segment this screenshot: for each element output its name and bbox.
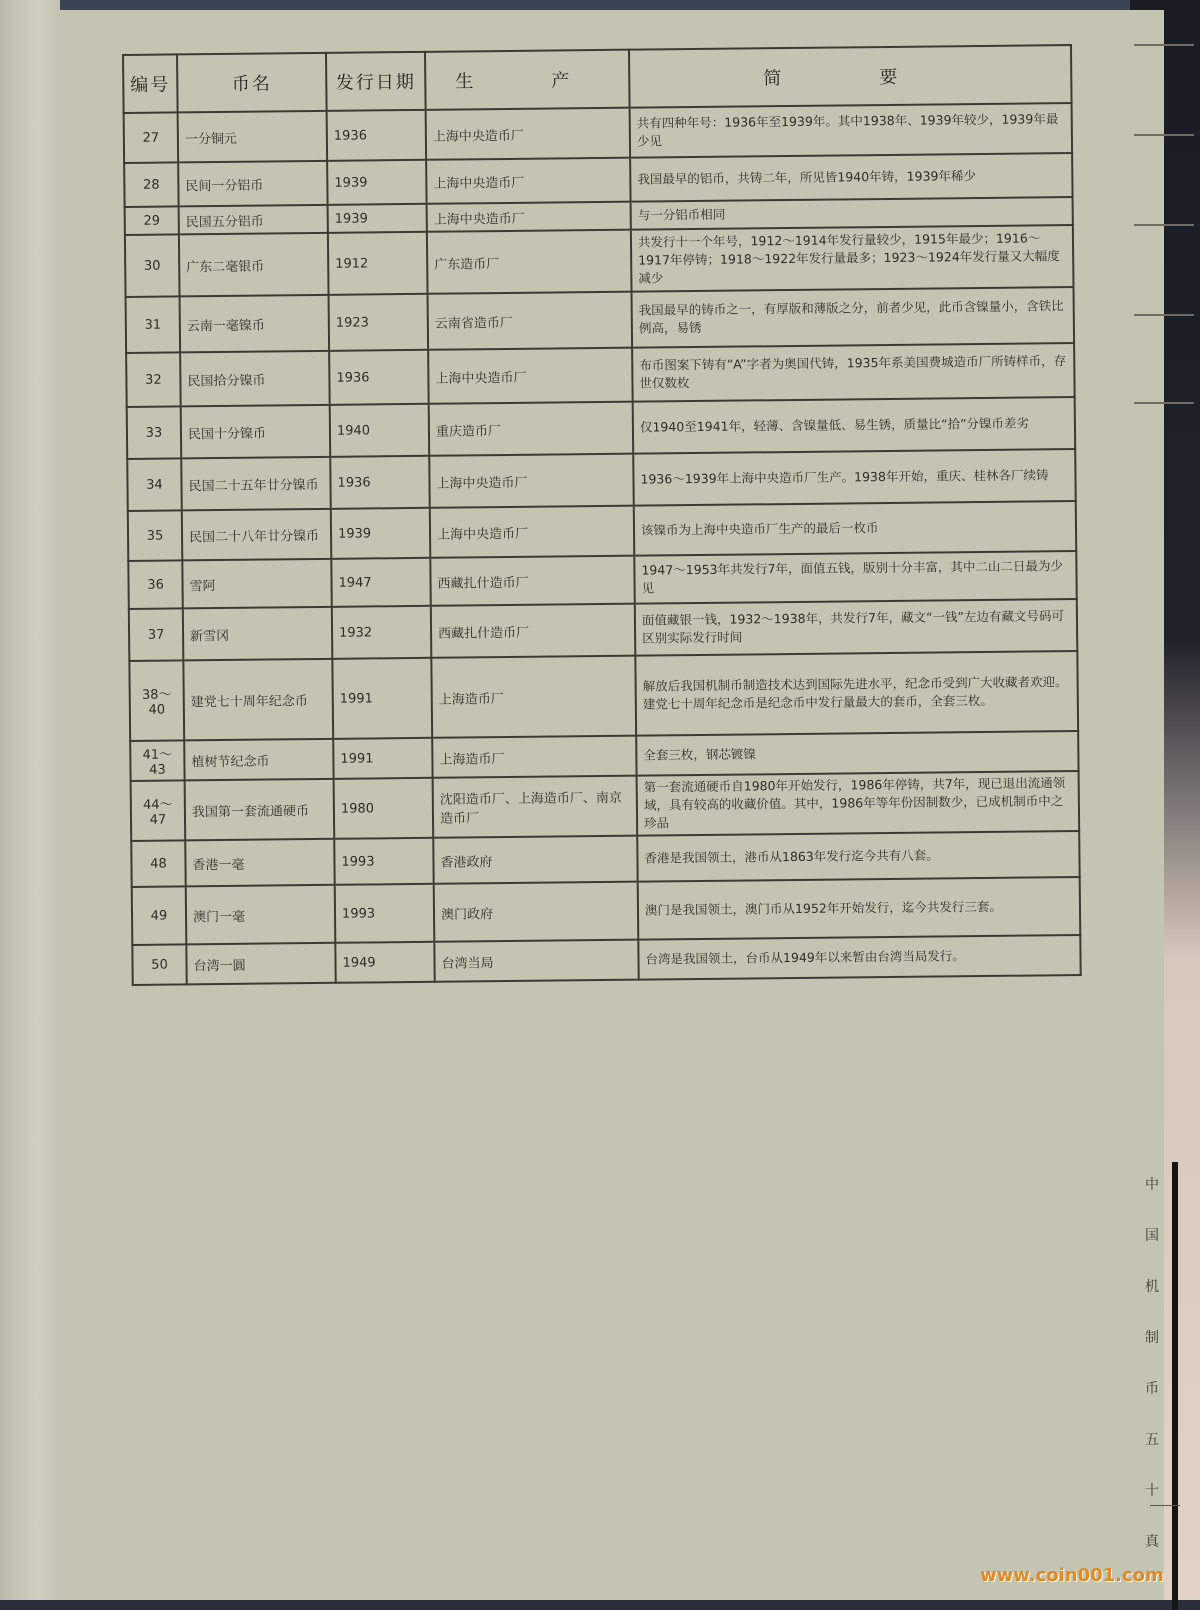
page-tab-mark: [1134, 314, 1194, 316]
side-title-char: 币: [1145, 1381, 1159, 1397]
coin-number: 33: [127, 406, 182, 459]
summary-text: 解放后我国机制币制造技术达到国际先进水平，纪念币受到广大收藏者欢迎。建党七十周年纪念币是纪念币中发行量最大的套币，全套三枚。: [635, 651, 1078, 736]
coin-name: 民间一分铝币: [178, 161, 327, 207]
coin-name: 植树节纪念币: [184, 739, 333, 781]
side-title-char: 真: [1145, 1534, 1159, 1550]
coin-number: 38～40: [129, 660, 184, 741]
issue-date: 1923: [329, 294, 429, 351]
table-header-row: [123, 45, 1072, 113]
issue-date: 1936: [330, 456, 430, 509]
production-mint: 云南省造币厂: [428, 292, 633, 350]
table-row: [129, 651, 1078, 741]
summary-text: 澳门是我国领土，澳门币从1952年开始发行，迄今共发行三套。: [638, 877, 1081, 940]
coin-number: 36: [128, 560, 182, 609]
page-tab-mark: [1134, 44, 1194, 46]
issue-date: 1991: [332, 658, 432, 739]
coin-number: 29: [125, 206, 179, 235]
summary-text: 我国最早的铝币，共铸二年，所见皆1940年铸，1939年稀少: [630, 153, 1072, 202]
coin-name: 广东二毫银币: [179, 233, 329, 297]
table-row: [131, 771, 1080, 841]
coin-name: 云南一毫镍币: [180, 295, 330, 353]
production-mint: 沈阳造币厂、上海造币厂、南京造币厂: [433, 776, 638, 838]
issue-date: 1936: [329, 350, 429, 405]
page-tab-mark: [1134, 402, 1194, 404]
side-title-char: 制: [1145, 1330, 1159, 1346]
summary-text: 仅1940至1941年，轻薄、含镍量低、易生锈，质量比“拾”分镍币差劣: [633, 397, 1076, 454]
coin-number: 28: [124, 162, 178, 207]
side-title-char: 十: [1145, 1483, 1159, 1499]
production-mint: 上海中央造币厂: [429, 454, 634, 508]
coin-name: 民国十分镍币: [181, 405, 331, 459]
table-row: [132, 935, 1080, 985]
side-title: [1138, 1174, 1166, 1582]
issue-date: 1993: [334, 838, 433, 885]
table-row: [125, 225, 1074, 297]
coin-number: 37: [129, 608, 184, 661]
production-mint: 重庆造币厂: [429, 402, 634, 456]
coin-number: 48: [131, 840, 185, 887]
issue-date: 1949: [335, 942, 434, 983]
coin-number: 31: [126, 296, 181, 353]
coin-number: 27: [124, 112, 179, 163]
coin-number: 32: [126, 352, 181, 407]
coin-number: 49: [132, 886, 187, 945]
coin-number: 50: [132, 944, 186, 985]
production-mint: 上海中央造币厂: [428, 348, 633, 404]
coin-number: 44～47: [131, 780, 186, 841]
coin-name: 台湾一圓: [186, 943, 335, 985]
coin-name: 我国第一套流通硬币: [185, 779, 335, 841]
coin-name: 新雪冈: [183, 607, 333, 661]
coin-name: 一分铜元: [178, 111, 328, 163]
summary-text: 我国最早的铸币之一，有厚版和薄版之分，前者少见，此币含镍量小，含铁比例高，易锈: [632, 287, 1075, 348]
summary-text: 第一套流通硬币自1980年开始发行，1986年停铸，共7年，现已退出流通领域，具有较高的收藏价值。其中，1986年等年份因制数少，已成机制币中之珍品: [637, 771, 1080, 836]
issue-date: 1991: [333, 738, 432, 779]
header-summary: 简 要: [629, 45, 1072, 108]
table-row: [126, 287, 1075, 353]
production-mint: 上海中央造币厂: [430, 506, 635, 558]
summary-text: 共有四种年号：1936年至1939年。其中1938年、1939年较少，1939年最少见: [630, 103, 1072, 158]
production-mint: 上海造币厂: [432, 736, 636, 778]
coin-name: 澳门一毫: [186, 885, 336, 945]
production-mint: 西藏扎什造币厂: [431, 604, 636, 658]
table-row: [132, 877, 1081, 945]
issue-date: 1912: [328, 232, 428, 295]
issue-date: 1939: [328, 204, 427, 233]
summary-text: 全套三枚，钢芯镀镍: [636, 731, 1078, 776]
summary-text: 布币图案下铸有“A”字者为奥国代铸，1935年系美国费城造币厂所铸样币，存世仅数枚: [632, 343, 1075, 402]
coin-number: 41～43: [130, 740, 184, 781]
production-mint: 广东造币厂: [427, 230, 632, 294]
summary-text: 面值藏银一钱，1932～1938年，共发行7年，藏文“一钱”左边有藏文号码可区别实际发行时间: [635, 599, 1078, 656]
coin-name: 民国五分铝币: [179, 205, 328, 235]
side-title-char: 国: [1145, 1228, 1159, 1244]
issue-date: 1936: [327, 110, 427, 161]
side-title-char: 中: [1145, 1177, 1159, 1193]
summary-text: 该镍币为上海中央造币厂生产的最后一枚币: [634, 501, 1076, 556]
issue-date: 1940: [330, 404, 430, 457]
side-title-char: 机: [1145, 1279, 1159, 1295]
side-divider: [1150, 1505, 1180, 1506]
issue-date: 1980: [334, 778, 434, 839]
coin-name: 民国二十八年廿分镍币: [182, 509, 332, 561]
summary-text: 台湾是我国领土，台币从1949年以来暂由台湾当局发行。: [638, 935, 1080, 980]
production-mint: 上海中央造币厂: [426, 158, 630, 204]
coin-name: 建党七十周年纪念币: [183, 659, 333, 741]
watermark: www.coin001.com: [980, 1565, 1164, 1586]
coin-name: 香港一毫: [185, 839, 334, 887]
summary-text: 1947～1953年共发行7年，面值五钱，版别十分丰富，其中二山二日最为少见: [634, 551, 1076, 604]
production-mint: 上海中央造币厂: [427, 202, 631, 232]
production-mint: 西藏扎什造币厂: [430, 556, 634, 606]
table-row: [126, 343, 1075, 407]
coin-name: 民国拾分镍币: [180, 351, 330, 407]
summary-text: 与一分铝币相同: [631, 197, 1073, 230]
header-name: 币名: [177, 53, 327, 113]
summary-text: 共发行十一个年号，1912～1914年发行量较少，1915年最少；1916～1917年停铸；1918～1922年发行量最多；1923～1924年发行量又大幅度减少: [631, 225, 1074, 292]
summary-text: 1936～1939年上海中央造币厂生产。1938年开始，重庆、桂林各厂续铸: [633, 449, 1076, 506]
issue-date: 1939: [327, 160, 426, 205]
production-mint: 澳门政府: [434, 882, 639, 942]
summary-text: 香港是我国领土，港币从1863年发行迄今共有八套。: [637, 831, 1079, 882]
header-date: 发行日期: [326, 52, 426, 111]
issue-date: 1939: [331, 508, 431, 559]
coin-name: 雪阿: [182, 559, 331, 609]
coin-number: 34: [127, 458, 182, 511]
issue-date: 1947: [331, 558, 430, 607]
page-tab-mark: [1134, 134, 1194, 136]
coin-name: 民国二十五年廿分镍币: [181, 457, 331, 511]
production-mint: 香港政府: [433, 836, 637, 884]
production-mint: 上海中央造币厂: [426, 108, 631, 160]
side-title-char: 五: [1145, 1432, 1159, 1448]
production-mint: 台湾当局: [434, 940, 638, 982]
issue-date: 1993: [335, 884, 435, 943]
production-mint: 上海造币厂: [431, 656, 636, 738]
coin-table: [122, 44, 1082, 986]
page-tab-mark: [1134, 224, 1194, 226]
coin-number: 30: [125, 234, 180, 297]
side-title-bar: [1132, 1162, 1178, 1610]
header-production: 生 产: [425, 50, 630, 110]
header-num: 编号: [123, 54, 178, 113]
issue-date: 1932: [332, 606, 432, 659]
book-cover-edge: [0, 0, 60, 1600]
book-page: [50, 10, 1164, 1600]
coin-number: 35: [128, 510, 183, 561]
